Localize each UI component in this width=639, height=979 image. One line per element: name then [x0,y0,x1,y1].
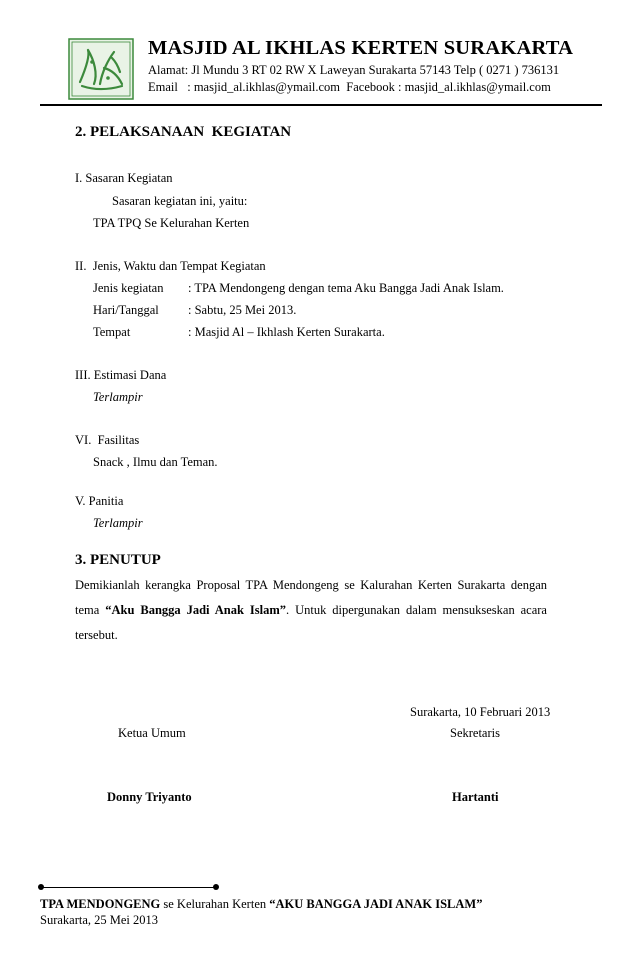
arabic-calligraphy-logo-icon [68,38,134,100]
fasilitas-value: Snack , Ilmu dan Teman. [93,455,218,469]
detail-value-tempat: : Masjid Al – Ikhlash Kerten Surakarta. [188,325,385,339]
footer-brand: TPA MENDONGENG [40,897,161,911]
closing-text-theme: “Aku Bangga Jadi Anak Islam” [105,603,286,617]
signature-title-right: Sekretaris [450,726,500,740]
footer-divider [40,887,216,888]
footer-divider-dot-left [38,884,44,890]
signature-title-left: Ketua Umum [118,726,186,740]
footer-place-date: Surakarta, 25 Mei 2013 [40,913,159,927]
signature-name-right: Hartanti [452,790,499,804]
letterhead-divider [40,104,602,106]
sasaran-title: I. Sasaran Kegiatan [75,171,173,185]
footer-divider-dot-right [213,884,219,890]
footer-middle: se Kelurahan Kerten [160,897,270,911]
detail-label-tanggal: Hari/Tanggal [93,303,159,317]
letterhead-address: Alamat: Jl Mundu 3 RT 02 RW X Laweyan Surakarta 57143 Telp ( 0271 ) 736131 [148,63,560,77]
estimasi-title: III. Estimasi Dana [75,368,167,382]
signature-name-left: Donny Triyanto [107,790,192,804]
closing-text-start: Demikianlah kerangka Proposal TPA Mendongeng se Kalurahan Kerten Surakarta dengan tema [75,578,547,617]
detail-value-jenis: : TPA Mendongeng dengan tema Aku Bangga Jadi Anak Islam. [188,281,504,295]
jenis-title: II. Jenis, Waktu dan Tempat Kegiatan [75,259,266,273]
fasilitas-title: VI. Fasilitas [75,433,140,447]
section-heading-penutup: 3. PENUTUP [75,552,161,568]
footer-title [40,897,482,912]
closing-paragraph [75,573,547,648]
estimasi-value: Terlampir [93,390,143,404]
panitia-title: V. Panitia [75,494,124,508]
detail-value-tanggal: : Sabtu, 25 Mei 2013. [188,303,297,317]
section-heading-pelaksanaan: 2. PELAKSANAAN KEGIATAN [75,124,292,140]
letterhead-email: Email : masjid_al.ikhlas@ymail.com Facebook : masjid_al.ikhlas@ymail.com [148,80,551,94]
panitia-value: Terlampir [93,516,143,530]
detail-label-tempat: Tempat [93,325,131,339]
sasaran-value: TPA TPQ Se Kelurahan Kerten [93,216,250,230]
footer-theme: “AKU BANGGA JADI ANAK ISLAM” [269,897,483,911]
detail-label-jenis: Jenis kegiatan [93,281,164,295]
closing-text-end: . Untuk dipergunakan dalam mensukseskan acara tersebut. [75,603,547,642]
signature-place-date: Surakarta, 10 Februari 2013 [410,705,551,719]
sasaran-intro: Sasaran kegiatan ini, yaitu: [112,194,248,208]
organization-name: MASJID AL IKHLAS KERTEN SURAKARTA [148,37,574,59]
